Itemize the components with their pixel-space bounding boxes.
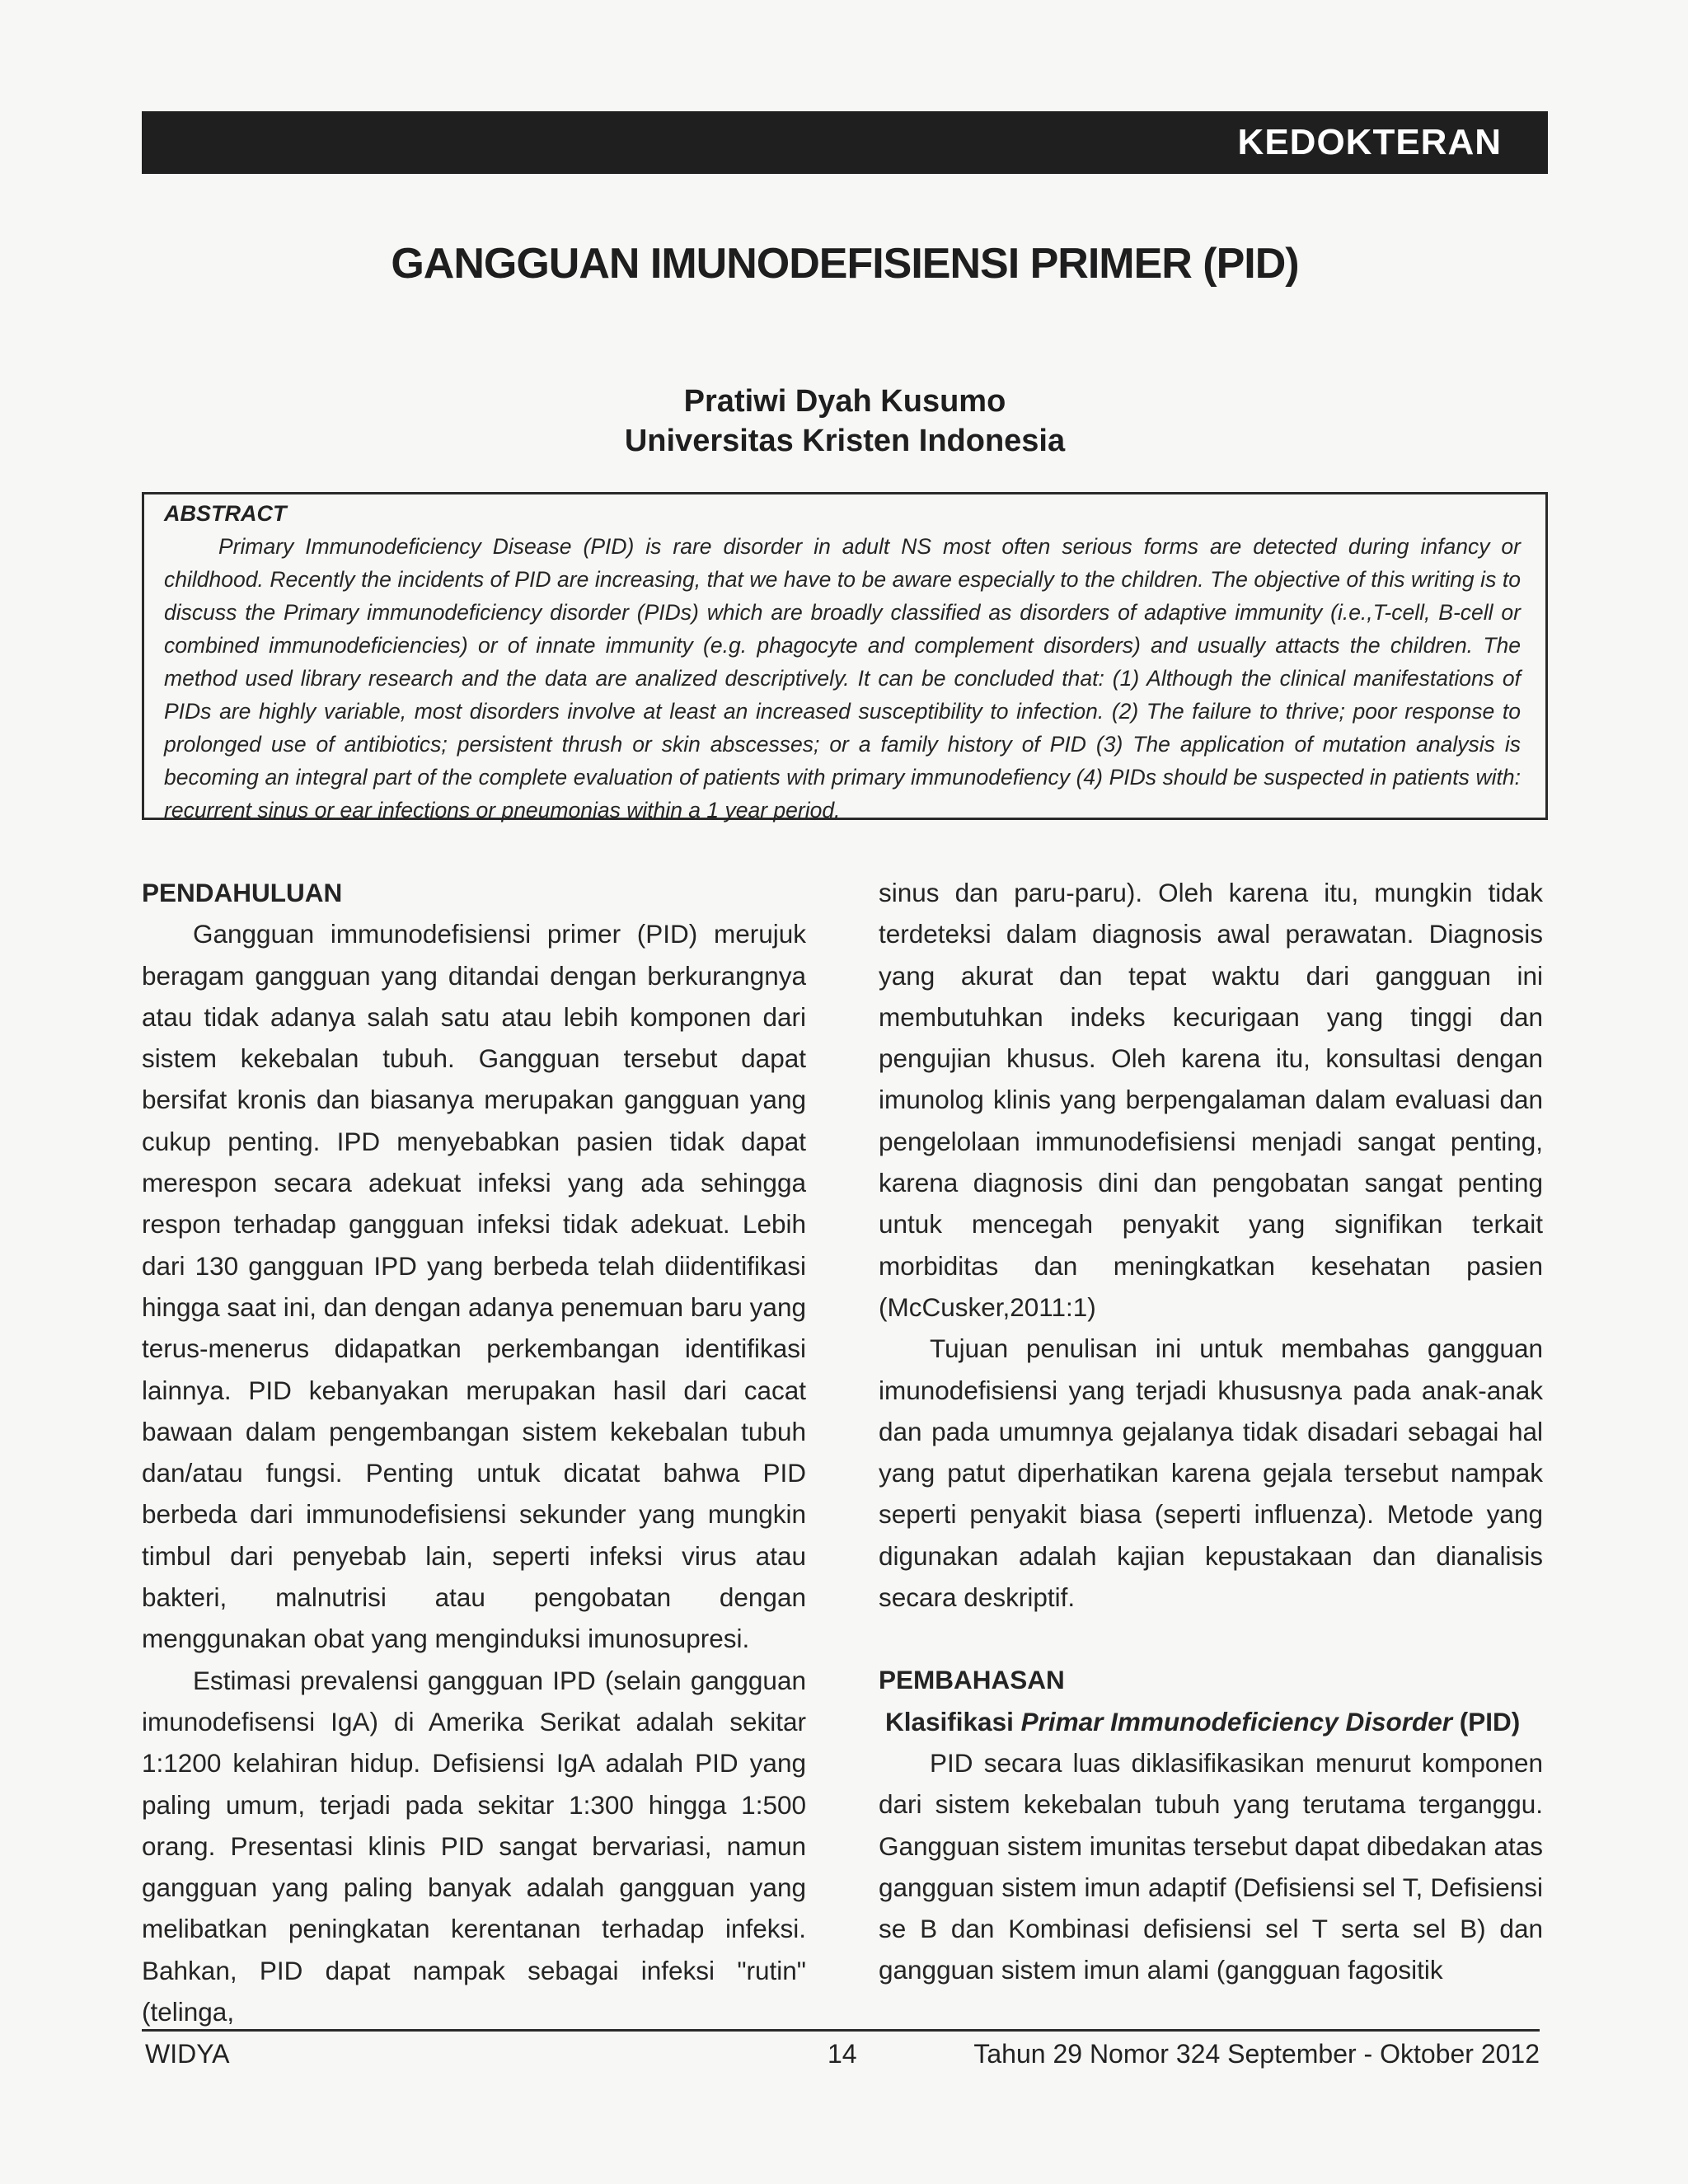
left-column: [142, 872, 806, 2032]
abstract-box: [142, 492, 1548, 823]
spacer: [879, 1618, 1543, 1659]
article-author: Pratiwi Dyah Kusumo: [683, 384, 1006, 419]
paragraph: PID secara luas diklasifikasikan menurut komponen dari sistem kekebalan tubuh yang terutama terganggu. Gangguan sistem imunitas tersebut dapat dibedakan atas gangguan sistem imun adaptif (Defisiensi sel T, Defisiensi se B dan Kombinasi defisiensi sel T serta sel B) dan gangguan sistem imun alami (gangguan fagositik: [879, 1747, 1543, 1985]
footer-journal: WIDYA: [145, 2039, 230, 2069]
footer-page-number: 14: [828, 2039, 857, 2069]
section-label: KEDOKTERAN: [1237, 122, 1502, 162]
section-heading-pembahasan: PEMBAHASAN: [879, 1665, 1065, 1695]
subheading-prefix: Klasifikasi: [885, 1706, 1021, 1736]
subheading-suffix: (PID): [1452, 1706, 1521, 1736]
paragraph: sinus dan paru-paru). Oleh karena itu, mungkin tidak terdeteksi dalam diagnosis awal perawatan. Diagnosis yang akurat dan tepat waktu dari gangguan ini membutuhkan indeks kecurigaan yang tinggi dan pengujian khusus. Oleh karena itu, konsultasi dengan imunolog klinis yang berpengalaman dalam evaluasi dan pengelolaan immunodefisiensi menjadi sangat penting, karena diagnosis dini dan pengobatan sangat penting untuk mencegah penyakit yang signifikan terkait morbiditas dan meningkatkan kesehatan pasien (McCusker,2011:1): [879, 878, 1543, 1322]
abstract-heading: ABSTRACT: [164, 501, 287, 526]
section-heading-pendahuluan: PENDAHULUAN: [142, 878, 343, 907]
paragraph: Estimasi prevalensi gangguan IPD (selain gangguan imunodefisensi IgA) di Amerika Serikat adalah sekitar 1:1200 kelahiran hidup. Defisiensi IgA adalah PID yang paling umum, terjadi pada sekitar 1:300 hingga 1:500 orang. Presentasi klinis PID sangat bervariasi, namun gangguan yang paling banyak adalah gangguan yang melibatkan peningkatan kerentanan terhadap infeksi. Bahkan, PID dapat nampak sebagai infeksi "rutin" (telinga,: [142, 1665, 806, 2027]
subheading-italic: Primar Immunodeficiency Disorder: [1020, 1706, 1453, 1736]
paragraph: Tujuan penulisan ini untuk membahas gangguan imunodefisiensi yang terjadi khususnya pada anak-anak dan pada umumnya gejalanya tidak disadari sebagai hal yang patut diperhatikan karena gejala tersebut nampak seperti penyakit biasa (seperti influenza). Metode yang digunakan adalah kajian kepustakaan dan dianalisis secara deskriptif.: [879, 1333, 1543, 1613]
right-column: [879, 872, 1543, 1991]
footer-issue: Tahun 29 Nomor 324 September - Oktober 2012: [973, 2039, 1540, 2069]
footer-divider: [142, 2029, 1540, 2032]
paragraph: Gangguan immunodefisiensi primer (PID) merujuk beragam gangguan yang ditandai dengan berkurangnya atau tidak adanya salah satu atau lebih komponen dari sistem kekebalan tubuh. Gangguan tersebut dapat bersifat kronis dan biasanya merupakan gangguan yang cukup penting. IPD menyebabkan pasien tidak dapat merespon secara adekuat infeksi yang ada sehingga respon terhadap gangguan infeksi tidak adekuat. Lebih dari 130 gangguan IPD yang berbeda telah diidentifikasi hingga saat ini, dan dengan adanya penemuan baru yang terus-menerus didapatkan perkembangan identifikasi lainnya. PID kebanyakan merupakan hasil dari cacat bawaan dalam pengembangan sistem kekebalan tubuh dan/atau fungsi. Penting untuk dicatat bahwa PID berbeda dari immunodefisiensi sekunder yang mungkin timbul dari penyebab lain, seperti infeksi virus atau bakteri, malnutrisi atau pengobatan dengan menggunakan obat yang menginduksi imunosupresi.: [142, 919, 806, 1654]
subsection-heading: [879, 1701, 1543, 1742]
article-affiliation: Universitas Kristen Indonesia: [624, 424, 1066, 458]
section-header-bar: [142, 111, 1548, 174]
article-title: GANGGUAN IMUNODEFISIENSI PRIMER (PID): [391, 240, 1299, 288]
abstract-text: Primary Immunodeficiency Disease (PID) is rare disorder in adult NS most often serious forms are detected during infancy or childhood. Recently the incidents of PID are increasing, that we have to be aware especially to the children. The objective of this writing is to discuss the Primary immunodeficiency disorder (PIDs) which are broadly classified as disorders of adaptive immunity (i.e.,T-cell, B-cell or combined immunodeficiencies) or of innate immunity (e.g. phagocyte and complement disorders) and usually attacts the children. The method used library research and the data are analized descriptively. It can be concluded that: (1) Although the clinical manifestations of PIDs are highly variable, most disorders involve at least an increased susceptibility to infection. (2) The failure to thrive; poor response to prolonged use of antibiotics; persistent thrush or skin abscesses; or a family history of PID (3) The application of mutation analysis is becoming an integral part of the complete evaluation of patients with primary immunodefiency (4) PIDs should be suspected in patients with: recurrent sinus or ear infections or pneumonias within a 1 year period.: [164, 534, 1521, 823]
